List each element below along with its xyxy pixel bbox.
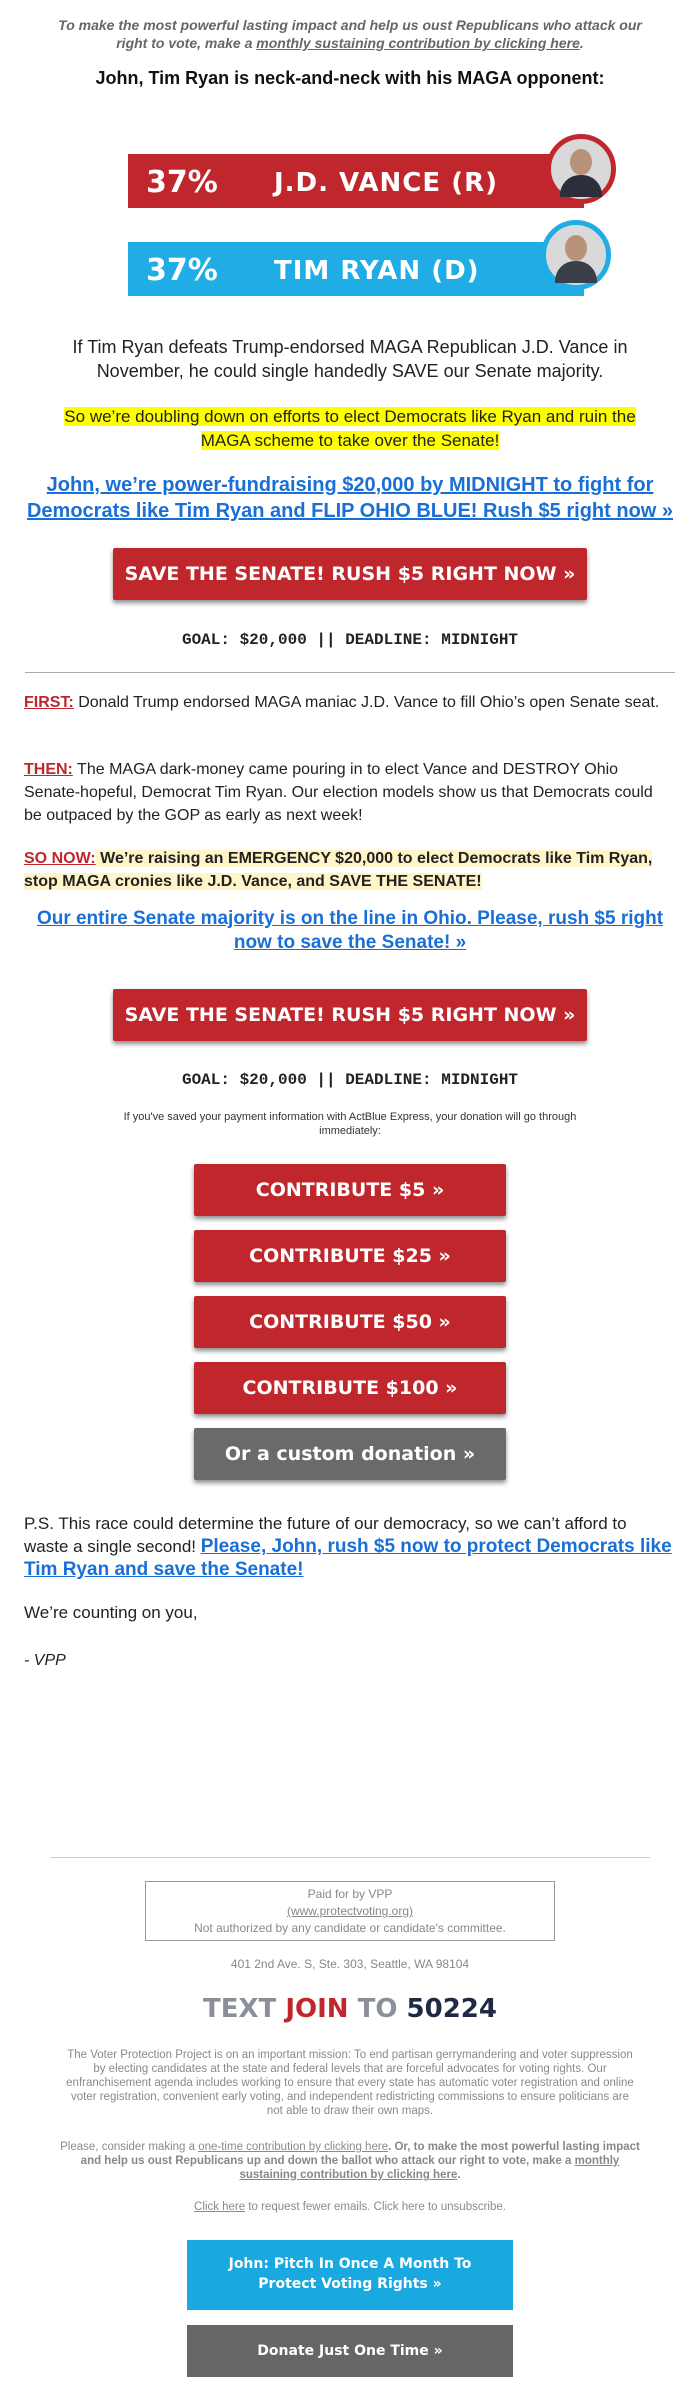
poll-bar-vance: [128, 154, 584, 208]
headline: John, Tim Ryan is neck-and-neck with his MAGA opponent:: [95, 68, 605, 88]
one-time-donation-button[interactable]: Donate Just One Time »: [187, 2325, 513, 2377]
poll-name-ryan: TIM RYAN (D): [274, 256, 480, 286]
first-label: FIRST:: [24, 694, 74, 711]
fundraising-link[interactable]: John, we’re power-fundraising $20,000 by MIDNIGHT to fight for Democrats like Tim Ryan and FLIP OHIO BLUE! Rush $5 right now »: [26, 474, 674, 522]
unsubscribe-text: [100, 2201, 600, 2213]
intro-text: [50, 16, 650, 52]
contribute-100-button[interactable]: CONTRIBUTE $100 »: [194, 1362, 506, 1414]
highlight-paragraph: [45, 405, 655, 453]
then-label: THEN:: [24, 761, 73, 778]
consider-text: [60, 2140, 640, 2182]
intro-monthly-link[interactable]: monthly sustaining contribution by clicking here: [256, 35, 580, 51]
footer-divider: [50, 1857, 650, 1858]
one-time-link[interactable]: one-time contribution by clicking here: [198, 2141, 389, 2153]
intro-paragraph: If Tim Ryan defeats Trump-endorsed MAGA Republican J.D. Vance in November, he could single handedly SAVE our Senate majority.: [72, 337, 628, 381]
contribute-25-button[interactable]: CONTRIBUTE $25 »: [194, 1230, 506, 1282]
goal-text-1: GOAL: $20,000 || DEADLINE: MIDNIGHT: [181, 631, 519, 649]
address-text: 401 2nd Ave. S, Ste. 303, Seattle, WA 98104: [230, 1957, 470, 1971]
intro-line: To make the most powerful lasting impact and help us oust Republicans who attack our right to vote, make a: [58, 17, 642, 51]
senate-majority-link[interactable]: Our entire Senate majority is on the line in Ohio. Please, rush $5 right now to save the Senate! »: [36, 908, 664, 953]
goal-text-2: GOAL: $20,000 || DEADLINE: MIDNIGHT: [181, 1071, 519, 1089]
divider: [25, 672, 675, 673]
then-paragraph: [24, 758, 674, 827]
ryan-avatar: [541, 220, 611, 290]
first-paragraph: [24, 691, 674, 714]
poll-bar-ryan: [128, 242, 584, 296]
sms-number: 50224: [406, 1994, 497, 2024]
fewer-emails-link[interactable]: Click here: [194, 2201, 246, 2213]
text-join-logo: [150, 1994, 550, 2024]
poll-name-vance: J.D. VANCE (R): [274, 168, 498, 198]
ps-text: P.S. This race could determine the future of our democracy, so we can’t afford to waste a single second!: [24, 1514, 627, 1556]
actblue-note: If you've saved your payment information with ActBlue Express, your donation will go through immediately:: [123, 1111, 577, 1137]
save-senate-button-1[interactable]: SAVE THE SENATE! RUSH $5 RIGHT NOW »: [113, 548, 587, 600]
disclaimer-text: Not authorized by any candidate or candidate's committee.: [194, 1921, 506, 1935]
then-text: The MAGA dark-money came pouring in to elect Vance and DESTROY Ohio Senate-hopeful, Democrat Tim Ryan. Our election models show us that Democrats could be outpaced by the GOP as early as next week!: [24, 761, 653, 824]
so-now-paragraph: [24, 847, 674, 893]
paid-for-box: [145, 1881, 555, 1941]
consider-end: .: [457, 2169, 461, 2181]
monthly-link[interactable]: monthly sustaining contribution by clicking here: [239, 2155, 620, 2181]
ps-paragraph: [24, 1512, 674, 1581]
first-text: Donald Trump endorsed MAGA maniac J.D. Vance to fill Ohio’s open Senate seat.: [73, 694, 660, 711]
so-now-label: SO NOW:: [24, 850, 96, 867]
paid-by-text: Paid for by VPP: [307, 1887, 393, 1901]
poll-pct-vance: 37%: [146, 165, 218, 200]
mission-text: The Voter Protection Project is on an important mission: To end partisan gerrymandering and voter suppression by electing candidates at the state and federal levels that are forceful advocates for voting rights. Our enfranchisement agenda includes working to ensure that every state has automatic voter registration and online voter registration, convenient early voting, and independent redistricting commissions to ensure politicians are not able to draw their own maps.: [66, 2049, 634, 2117]
consider-pre: Please, consider making a: [60, 2141, 199, 2153]
save-senate-button-2[interactable]: SAVE THE SENATE! RUSH $5 RIGHT NOW »: [113, 989, 587, 1041]
consider-mid: . Or, to make the most powerful lasting impact and help us oust Republicans up and down the ballot who attack our right to vote, make a: [80, 2141, 640, 2167]
website-link[interactable]: (www.protectvoting.org): [286, 1904, 414, 1918]
contribute-50-button[interactable]: CONTRIBUTE $50 »: [194, 1296, 506, 1348]
join-word: JOIN: [285, 1994, 349, 2024]
highlight-text: So we’re doubling down on efforts to elect Democrats like Ryan and ruin the MAGA scheme to take over the Senate!: [64, 407, 636, 450]
text-word: TEXT: [203, 1994, 286, 2024]
monthly-donation-button[interactable]: John: Pitch In Once A Month To Protect Voting Rights »: [187, 2240, 513, 2310]
counting-text: We’re counting on you,: [24, 1603, 198, 1622]
signature: - VPP: [24, 1652, 66, 1669]
contribute-5-button[interactable]: CONTRIBUTE $5 »: [194, 1164, 506, 1216]
to-word: TO: [348, 1994, 407, 2024]
ps-link[interactable]: Please, John, rush $5 now to protect Democrats like Tim Ryan and save the Senate!: [24, 1536, 672, 1580]
so-now-text: We’re raising an EMERGENCY $20,000 to elect Democrats like Tim Ryan, stop MAGA cronies like J.D. Vance, and SAVE THE SENATE!: [24, 850, 653, 890]
custom-donation-button[interactable]: Or a custom donation »: [194, 1428, 506, 1480]
intro-end: .: [579, 35, 584, 51]
poll-pct-ryan: 37%: [146, 253, 218, 288]
unsubscribe-line: to request fewer emails. Click here to unsubscribe.: [245, 2201, 506, 2213]
vance-avatar: [546, 134, 616, 204]
